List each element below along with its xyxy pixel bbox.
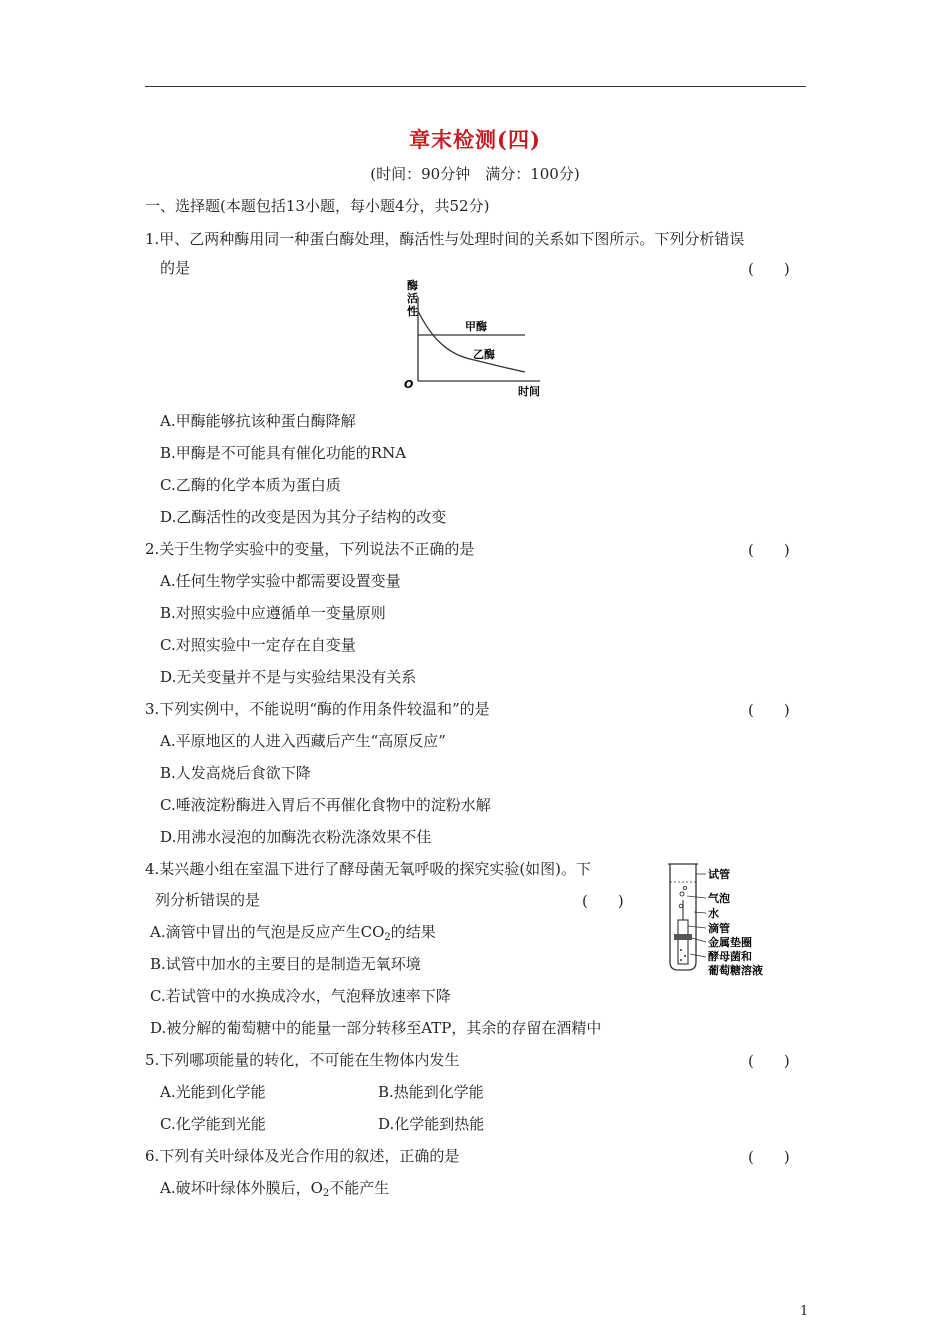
y-label-1: 酶 <box>407 279 418 292</box>
top-rule <box>145 86 806 87</box>
y-label-2: 活 <box>407 292 418 305</box>
bubble <box>680 892 684 896</box>
q6-stem: 6.下列有关叶绿体及光合作用的叙述，正确的是 <box>145 1147 460 1165</box>
q1-answer-blank: ( ) <box>748 260 790 278</box>
q5-option-a: A.光能到化学能 <box>160 1083 266 1101</box>
q3-option-c: C.唾液淀粉酶进入胃后不再催化食物中的淀粉水解 <box>160 796 491 814</box>
q2-option-b: B.对照实验中应遵循单一变量原则 <box>160 604 386 622</box>
origin-label: O <box>404 378 414 391</box>
q2-stem: 2.关于生物学实验中的变量，下列说法不正确的是 <box>145 540 475 558</box>
series-b-label: 乙酶 <box>473 348 495 361</box>
q3-option-b: B.人发高烧后食欲下降 <box>160 764 311 782</box>
q1-stem-cont: 的是 <box>160 259 191 277</box>
metal-washer <box>674 934 692 940</box>
q1-stem: 1.甲、乙两种酶用同一种蛋白酶处理，酶活性与处理时间的关系如下图所示。下列分析错误 <box>145 230 745 248</box>
q2-option-a: A.任何生物学实验中都需要设置变量 <box>160 572 401 590</box>
q5-answer-blank: ( ) <box>748 1052 790 1070</box>
exam-info: (时间：90分钟 满分：100分) <box>370 165 580 183</box>
q1-option-d: D.乙酶活性的改变是因为其分子结构的改变 <box>160 508 447 526</box>
q4-option-b: B.试管中加水的主要目的是制造无氧环境 <box>150 955 421 973</box>
label-metal-washer: 金属垫圈 <box>708 936 752 949</box>
q4-option-a: A.滴管中冒出的气泡是反应产生$CO_2$的结果 <box>150 923 436 943</box>
label-dropper: 滴管 <box>708 922 730 935</box>
q1-option-a: A.甲酶能够抗该种蛋白酶降解 <box>160 412 356 430</box>
q4-option-c: C.若试管中的水换成冷水，气泡释放速率下降 <box>150 987 451 1005</box>
page-title: 章末检测(四) <box>409 127 541 152</box>
q5-option-b: B.热能到化学能 <box>378 1083 484 1101</box>
enzyme-activity-figure <box>370 275 560 400</box>
q4-stem: 4.某兴趣小组在室温下进行了酵母菌无氧呼吸的探究实验(如图)。下 <box>145 860 592 878</box>
q5-option-d: D.化学能到热能 <box>378 1115 485 1133</box>
q2-option-d: D.无关变量并不是与实验结果没有关系 <box>160 668 417 686</box>
label-yeast: 酵母菌和 <box>708 950 752 963</box>
q5-stem: 5.下列哪项能量的转化，不可能在生物体内发生 <box>145 1051 460 1069</box>
label-bubble: 气泡 <box>708 892 730 905</box>
dropper <box>678 920 688 964</box>
q3-stem: 3.下列实例中，不能说明“酶的作用条件较温和”的是 <box>145 700 490 718</box>
series-a-label: 甲酶 <box>465 320 487 333</box>
section-heading: 一、选择题(本题包括13小题，每小题4分，共52分) <box>145 197 490 215</box>
q4-option-d: D.被分解的葡萄糖中的能量一部分转移至ATP，其余的存留在酒精中 <box>150 1019 602 1037</box>
q5-option-c: C.化学能到光能 <box>160 1115 266 1133</box>
q3-option-d: D.用沸水浸泡的加酶洗衣粉洗涤效果不佳 <box>160 828 432 846</box>
q4-stem-cont: 列分析错误的是 <box>155 891 261 909</box>
q1-option-b: B.甲酶是不可能具有催化功能的RNA <box>160 444 407 462</box>
q1-option-c: C.乙酶的化学本质为蛋白质 <box>160 476 341 494</box>
label-glucose: 葡萄糖溶液 <box>708 964 763 977</box>
q3-answer-blank: ( ) <box>748 701 790 719</box>
y-label-3: 性 <box>407 305 418 318</box>
label-test-tube: 试管 <box>708 868 730 881</box>
yeast-test-tube-figure <box>660 860 790 980</box>
q6-option-a: A.破坏叶绿体外膜后，$O_2$不能产生 <box>160 1179 390 1199</box>
q2-option-c: C.对照实验中一定存在自变量 <box>160 636 356 654</box>
q4-answer-blank: ( ) <box>582 892 624 910</box>
label-water: 水 <box>708 907 719 920</box>
q3-option-a: A.平原地区的人进入西藏后产生“高原反应” <box>160 732 446 750</box>
x-axis-label: 时间 <box>518 385 540 398</box>
q2-answer-blank: ( ) <box>748 541 790 559</box>
page-number: 1 <box>800 1304 809 1319</box>
q6-answer-blank: ( ) <box>748 1148 790 1166</box>
